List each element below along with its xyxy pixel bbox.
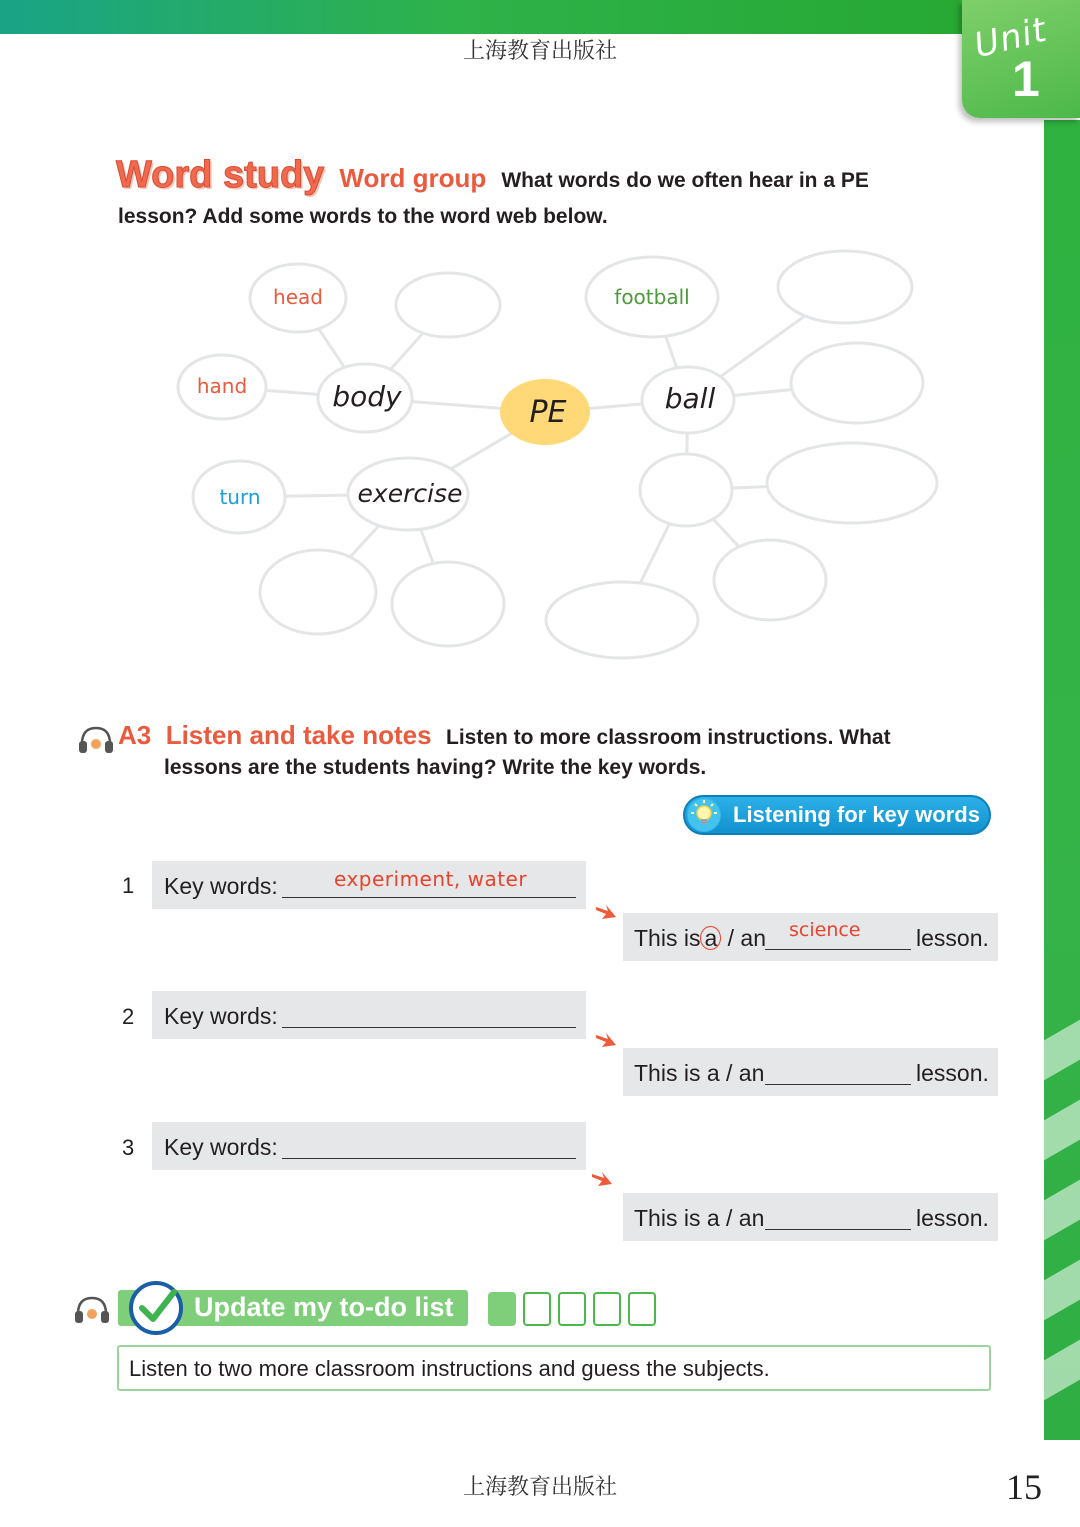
- empty-node: [396, 273, 500, 337]
- a3-heading: [118, 720, 891, 751]
- key-words-label: Key words:: [164, 873, 278, 899]
- empty-node: [767, 443, 937, 523]
- unit-word: Unit: [970, 9, 1051, 67]
- lesson-blank[interactable]: [765, 1229, 911, 1230]
- publisher-footer: 上海教育出版社: [462, 1475, 617, 1500]
- arrow-icon: [596, 1033, 616, 1049]
- lesson-sentence-box: [623, 1048, 998, 1096]
- publisher-header: 上海教育出版社: [462, 39, 617, 64]
- lesson-sentence-suffix: lesson.: [916, 1205, 989, 1231]
- item-number: 3: [122, 1135, 135, 1160]
- lesson-blank[interactable]: [765, 1084, 911, 1085]
- empty-node: [260, 550, 376, 634]
- key-words-label: Key words:: [164, 1134, 278, 1160]
- word-web-example-hand: hand: [196, 374, 248, 398]
- word-web-hub-ball: ball: [664, 382, 716, 415]
- lesson-sentence-box: [623, 1193, 998, 1241]
- progress-box[interactable]: [628, 1292, 656, 1326]
- a3-instruction-cont: lessons are the students having? Write the key words.: [164, 756, 707, 779]
- progress-box-filled: [488, 1292, 516, 1326]
- a3-title: Listen and take notes: [165, 720, 432, 750]
- circled-article: a: [700, 926, 721, 950]
- lesson-sentence-box: [623, 913, 998, 961]
- lesson-sentence-prefix: This is a / an: [634, 1205, 765, 1231]
- listening-tip-badge: [683, 795, 991, 835]
- key-words-box: [152, 861, 586, 909]
- word-web-example-turn: turn: [219, 485, 261, 509]
- word-study-title: Word study: [116, 154, 325, 196]
- lightbulb-icon: [687, 798, 721, 832]
- progress-box[interactable]: [558, 1292, 586, 1326]
- empty-node: [546, 582, 698, 658]
- key-words-box: [152, 1122, 586, 1170]
- listening-tip-label: Listening for key words: [733, 802, 980, 827]
- todo-label: Update my to-do list: [194, 1292, 454, 1322]
- side-stripes: [1044, 1000, 1080, 1440]
- a3-instruction: Listen to more classroom instructions. What: [446, 726, 891, 749]
- key-words-label: Key words:: [164, 1003, 278, 1029]
- empty-node: [392, 562, 504, 646]
- todo-task-text: Listen to two more classroom instructions and guess the subjects.: [129, 1356, 770, 1381]
- headphones-icon: [76, 724, 116, 756]
- arrow-icon: [592, 1172, 612, 1188]
- lesson-sentence-prefix: This is a / an: [634, 925, 767, 951]
- word-web-example-head: head: [273, 285, 323, 309]
- progress-box[interactable]: [523, 1292, 551, 1326]
- key-words-blank[interactable]: [282, 897, 576, 898]
- lesson-sentence-prefix: This is a / an: [634, 1060, 765, 1086]
- lesson-blank[interactable]: [765, 949, 911, 950]
- unit-number: 1: [1012, 51, 1040, 107]
- word-web: [0, 0, 1080, 700]
- item-number: 1: [122, 873, 135, 898]
- lesson-answer: science: [789, 919, 861, 941]
- word-web-center: PE: [529, 395, 567, 430]
- arrow-icon: [596, 905, 616, 921]
- item-number: 2: [122, 1004, 135, 1029]
- key-words-box: [152, 991, 586, 1039]
- key-words-blank[interactable]: [282, 1027, 576, 1028]
- headphones-icon: [72, 1294, 112, 1326]
- word-group-subtitle: Word group: [339, 163, 487, 193]
- todo-task-box: [117, 1345, 991, 1391]
- word-study-instruction: What words do we often hear in a PE: [501, 169, 869, 192]
- empty-node: [791, 343, 923, 423]
- word-web-hub-body: body: [332, 380, 402, 413]
- a3-number: A3: [118, 720, 152, 750]
- key-words-answer: experiment, water: [334, 867, 528, 891]
- word-web-hub-exercise: exercise: [357, 479, 463, 508]
- lesson-sentence-suffix: lesson.: [916, 1060, 989, 1086]
- progress-box[interactable]: [593, 1292, 621, 1326]
- lesson-sentence-suffix: lesson.: [916, 925, 989, 951]
- word-study-instruction-cont: lesson? Add some words to the word web below.: [118, 205, 608, 228]
- page-number: 15: [1006, 1467, 1042, 1507]
- word-web-example-football: football: [614, 285, 690, 309]
- empty-node: [714, 540, 826, 620]
- checkmark-icon: [128, 1280, 184, 1336]
- empty-node: [778, 251, 912, 323]
- empty-node: [640, 454, 732, 526]
- key-words-blank[interactable]: [282, 1158, 576, 1159]
